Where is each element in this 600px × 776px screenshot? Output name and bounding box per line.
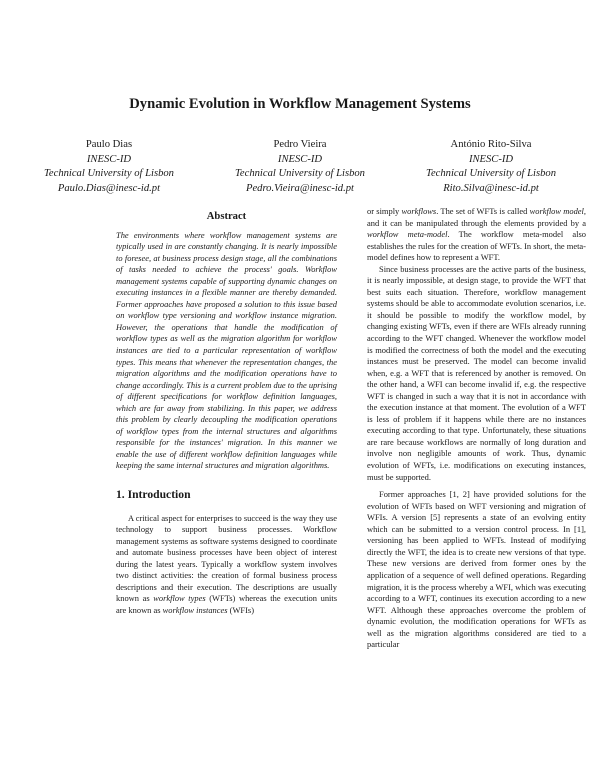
author-email: Pedro.Vieira@inesc-id.pt <box>245 182 354 194</box>
text-run: A critical aspect for enterprises to succeed is the way they use technology to support business processes. Workflow management systems as software systems designed to coordinate and automate business processes have been object of interest during the latest years. Typically a workflow system involves two distinct activities: the creation of formal business process descriptions and their execution. The descriptions are usually known as <box>116 512 337 604</box>
text-run: or simply <box>367 206 402 216</box>
abstract-text: The environments where workflow management systems are typically used in are constantly changing. It is nearly impossible to foresee, at business process design stage, all the combinations of tasks needed to achieve the process' goals. Workflow management systems capable of supporting dynamic changes on executing instances in a flexible manner are thereby demanded. Former approaches have proposed a solution to this issue based on workflow type versioning and workflow instance migration. However, the operations that handle the modification of workflow types as well as the migration algorithm for workflow instances are tied to a particular representation of workflow types. This means that whenever the representation changes, the migration algorithms and the modification operations have to change accordingly. This is a current problem due to the uprising of different specifications for workflow definition languages, which are far away from stabilizing. In this paper, we address this problem by clearly decoupling the modification operations of workflow types from the internal structures and algorithms responsible for the instances' migration. In this manner we enable the use of different workflow definition languages while keeping the same internal structures and migration algorithms. <box>116 229 337 471</box>
author-email: Rito.Silva@inesc-id.pt <box>443 182 539 194</box>
intro-paragraph-1 <box>116 513 337 617</box>
author-institution: Technical University of Lisbon <box>426 168 556 180</box>
text-run: . The workflow meta-model also establishes the rules for the creation of WFTs. In short, the meta-model defines how to represent a WFT. <box>367 229 586 263</box>
author-3 <box>426 138 556 196</box>
author-name: António Rito-Silva <box>450 139 532 150</box>
text-run: (WFTs) whereas the execution units are known as <box>116 593 338 615</box>
author-name: Pedro Vieira <box>273 139 327 150</box>
abstract-heading: Abstract <box>206 211 247 222</box>
text-run: (WFIs) <box>227 604 255 615</box>
left-column <box>116 211 337 617</box>
term-workflow-meta-model: workflow meta-model <box>367 229 448 240</box>
term-workflow-types: workflow types <box>153 593 206 604</box>
term-workflows: workflows <box>401 206 437 216</box>
text-run: . The set of WFTs is called <box>436 206 530 216</box>
right-column <box>367 206 586 651</box>
section-heading-introduction: 1. Introduction <box>116 488 191 502</box>
term-workflow-instances: workflow instances <box>162 604 228 615</box>
author-institution: Technical University of Lisbon <box>44 168 174 180</box>
intro-paragraph-1-continued <box>367 206 586 264</box>
author-name: Paulo Dias <box>85 139 133 150</box>
author-affiliation: INESC-ID <box>86 153 132 165</box>
paper-title: Dynamic Evolution in Workflow Management Systems <box>129 96 471 112</box>
author-1 <box>44 138 174 196</box>
intro-paragraph-3: Former approaches [1, 2] have provided solutions for the evolution of WFTs based on WFT versioning and migration of WFIs. A version [5] represents a state of an evolving entity which can be submitted to a version control process. In [1], versioning has been applied to WFTs. Instead of modifying directly the WFT, the idea is to create new versions of that type. These new versions are derived from former ones by the application of a sequence of well defined operations. Regarding migration, it is the process whereby a WFI, which was executing according to a WFT, continues its execution according to a new WFT. Although these approaches overcome the problem of dynamic evolution, the modification operations for WFTs as well as the migration algorithms considered are tied to a particular <box>367 489 586 650</box>
author-affiliation: INESC-ID <box>277 153 323 165</box>
author-email: Paulo.Dias@inesc-id.pt <box>57 182 161 194</box>
text-run: , and it can be manipulated through the elements provided by a <box>367 206 586 228</box>
author-institution: Technical University of Lisbon <box>235 168 365 180</box>
term-workflow-model: workflow model <box>529 206 584 216</box>
author-affiliation: INESC-ID <box>468 153 514 165</box>
intro-paragraph-2: Since business processes are the active parts of the business, it is nearly impossible, at design stage, to provide the WFT that best suits each situation. Therefore, workflow management systems should be able to accommodate evolution scenarios, i.e. it should be possible to modify the workflow model, by changing existing WFTs, even if there are WFIs already running according to the WFT changed. Whenever the workflow model is modified the correctness of both the model and the executing instances must be preserved. The model can become invalid when, e.g. a WFT that is referenced by another is removed. On the other hand, a WFI can become invalid if, e.g. the respective WFT is changed in such a way that it is not in accordance with the execution instance at that moment. The evolution of a WFT is less of problem if it happens while there are no instances executing according to that type. Unfortunately, these situations are rare because workflows are normally of long duration and involve non negligible amounts of work. Thus, dynamic evolution of WFTs, i.e. modifications on executing instances, must be supported. <box>367 263 586 482</box>
author-block <box>44 138 556 196</box>
author-2 <box>235 138 365 196</box>
